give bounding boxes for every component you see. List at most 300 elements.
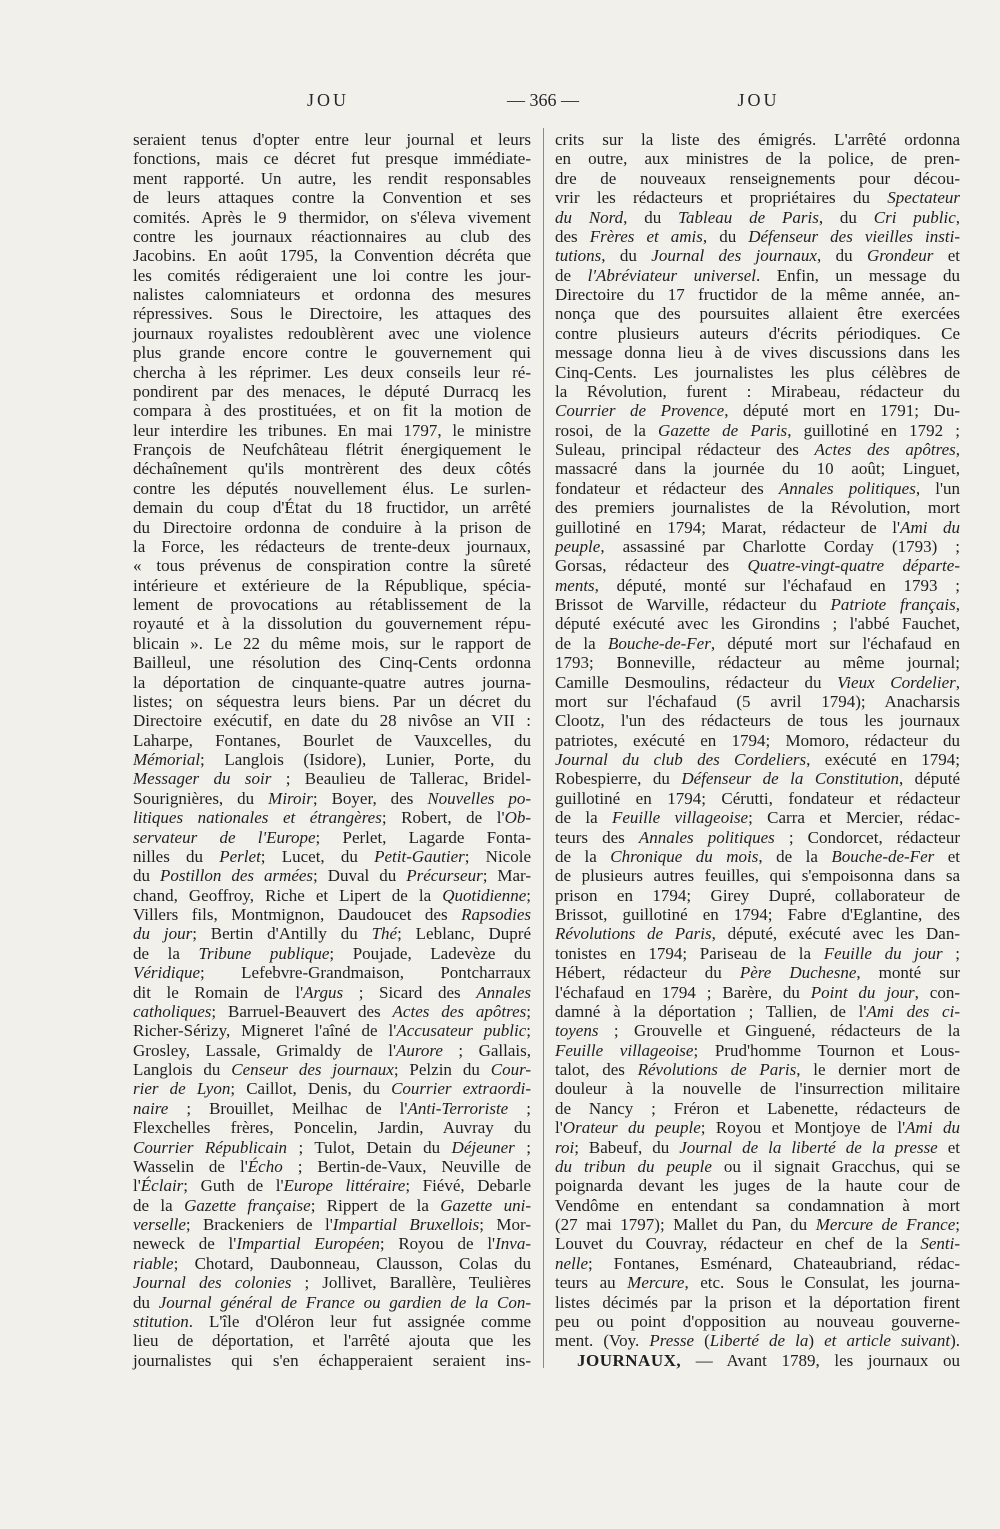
text-run: de la xyxy=(555,808,612,828)
text-run: talot, des xyxy=(555,1060,638,1079)
text-run: ; xyxy=(942,943,961,963)
text-line xyxy=(555,1351,960,1370)
text-line xyxy=(555,1196,960,1215)
text-run: ). xyxy=(950,1331,960,1351)
text-run: de la xyxy=(555,846,611,866)
text-run: et xyxy=(937,1137,960,1157)
text-line xyxy=(555,285,960,304)
text-line xyxy=(555,421,960,440)
text-run: , exécuté en 1794; xyxy=(806,750,960,769)
italic-title: Feuille villageoise xyxy=(611,808,749,828)
italic-title: Censeur des journaux xyxy=(231,1060,394,1079)
italic-title: Courrier de Provence xyxy=(555,401,725,421)
text-run: , du xyxy=(601,246,652,266)
text-line xyxy=(133,304,531,323)
italic-title: Rapsodies xyxy=(461,905,531,924)
italic-title: Bouche-de-Fer xyxy=(831,846,935,866)
text-line xyxy=(555,731,960,750)
text-line xyxy=(133,343,531,362)
italic-title: Précurseur xyxy=(406,866,483,886)
text-run: ; Bertin d'Antilly du xyxy=(192,924,372,944)
italic-title: Impartial Européen xyxy=(236,1234,380,1254)
text-run: de la xyxy=(133,1195,185,1215)
text-line xyxy=(555,382,960,401)
text-line xyxy=(133,1273,531,1292)
text-line xyxy=(555,711,960,730)
italic-title: du Nord xyxy=(555,207,624,227)
text-line xyxy=(133,498,531,517)
italic-title: Ob- xyxy=(504,808,532,828)
column-rule xyxy=(543,128,544,1368)
text-run: Camille Desmoulins, rédacteur du xyxy=(555,672,838,692)
italic-title: Mercure de France xyxy=(815,1215,956,1234)
text-line xyxy=(133,518,531,537)
italic-title: Actes des apôtres xyxy=(814,440,956,459)
text-line xyxy=(555,1215,960,1234)
text-line xyxy=(133,634,531,653)
italic-title: toyens xyxy=(555,1021,599,1041)
text-line xyxy=(133,169,531,188)
text-line xyxy=(555,808,960,827)
text-line xyxy=(133,1176,531,1195)
text-line xyxy=(133,1196,531,1215)
text-run: des premiers journalistes de la Révolution, mort xyxy=(555,498,960,518)
italic-title: tutions xyxy=(555,246,602,266)
italic-title: Petit-Gautier xyxy=(374,846,465,866)
text-run: crits sur la liste des émigrés. L'arrêté ordonna xyxy=(555,130,960,149)
italic-title: Journal général de France ou gardien de la Con- xyxy=(158,1292,531,1312)
italic-title: Quatre-vingt-quatre départe- xyxy=(747,556,960,576)
text-line xyxy=(555,1021,960,1040)
text-run: Flexchelles frères, Poncelin, Jardin, Auvray du xyxy=(133,1118,531,1138)
text-line xyxy=(133,924,531,943)
italic-title: Cour- xyxy=(490,1060,532,1079)
text-run: de la xyxy=(555,633,608,653)
text-run: . Enfin, un message du xyxy=(756,265,961,285)
text-run: , l'un xyxy=(915,478,961,498)
italic-title: naire xyxy=(133,1098,169,1118)
text-line xyxy=(555,1234,960,1253)
text-run: la Force, les rédacteurs de trente-deux journaux, xyxy=(133,536,531,556)
italic-title: Nouvelles po- xyxy=(427,788,532,808)
text-run: lement de provocations au rétablissement de la xyxy=(133,595,531,614)
text-run: ; Fiévé, Debarle xyxy=(405,1176,531,1196)
text-line xyxy=(555,595,960,614)
italic-title: Écho xyxy=(247,1156,283,1176)
text-run: ; Nicole xyxy=(464,846,531,866)
text-line xyxy=(133,1254,531,1273)
italic-title: Annales politiques xyxy=(778,478,916,498)
text-line xyxy=(555,634,960,653)
italic-title: roi xyxy=(555,1137,575,1157)
text-run: , député mort en 1791; Du- xyxy=(724,401,960,421)
text-run: , etc. Sous le Consulat, les journa- xyxy=(684,1273,960,1293)
italic-title: Gazette de Paris xyxy=(658,420,788,440)
text-run: , du xyxy=(816,246,867,266)
italic-title: peuple xyxy=(555,536,601,556)
text-line xyxy=(555,537,960,556)
text-run: et xyxy=(933,246,961,266)
text-line xyxy=(133,1293,531,1312)
text-line xyxy=(133,692,531,711)
text-line xyxy=(555,498,960,517)
italic-title: Thé xyxy=(371,924,398,944)
text-line xyxy=(133,653,531,672)
text-run: de la xyxy=(133,943,199,963)
text-run: ; Royou de l' xyxy=(379,1234,496,1254)
text-run: Clootz, l'un des rédacteurs de tous les journaux xyxy=(555,711,960,731)
text-run: mort sur l'échafaud (5 avril 1794); Anacharsis xyxy=(555,691,960,711)
text-run: , xyxy=(955,440,960,459)
text-run: ; Carra et Mercier, rédac- xyxy=(748,808,960,828)
text-run: massacré dans la journée du 10 août; Linguet, xyxy=(555,459,960,479)
text-run: message donna lieu à de vives discussions dans les xyxy=(555,343,960,363)
text-run: fonctions, mais ce décret fut presque immédiate- xyxy=(133,149,531,169)
italic-title: Annales politiques xyxy=(638,827,775,847)
text-line xyxy=(133,1138,531,1157)
text-run: ; Barruel-Beauvert des xyxy=(211,1001,393,1021)
text-run: ; xyxy=(955,1215,960,1234)
text-run: des xyxy=(555,226,590,246)
text-line xyxy=(133,905,531,924)
text-run: ment rapporté. Un autre, les rendit responsables xyxy=(133,168,531,188)
text-line xyxy=(133,556,531,575)
text-line xyxy=(555,963,960,982)
text-run: chand, Geoffroy, Riche et Lipert de la xyxy=(133,885,443,905)
italic-title: Journal des colonies xyxy=(133,1273,292,1293)
text-run: ment. (Voy. xyxy=(555,1331,650,1351)
text-run: journalistes qui s'en échapperaient seraient ins- xyxy=(133,1350,531,1370)
italic-title: Anti-Terroriste xyxy=(407,1098,509,1118)
text-line xyxy=(555,343,960,362)
text-run: ; Lucet, du xyxy=(260,846,375,866)
entry-headword: JOURNAUX, xyxy=(577,1350,682,1370)
text-line xyxy=(133,479,531,498)
text-run: l'échafaud en 1794 ; Barère, du xyxy=(555,982,811,1002)
text-run: les comités rédigeraient une loi contre les jour- xyxy=(133,265,531,285)
text-run: ; Guth de l' xyxy=(183,1176,284,1196)
text-run: ; Jollivet, Barallère, Teulières xyxy=(291,1273,531,1293)
text-run: Robespierre, du xyxy=(555,769,682,789)
text-line xyxy=(133,866,531,885)
text-line xyxy=(133,266,531,285)
text-line xyxy=(555,576,960,595)
text-run: ; xyxy=(514,1137,531,1157)
text-run: Richer-Sérizy, Migneret l'aîné de l' xyxy=(133,1021,397,1041)
italic-title: du tribun du peuple xyxy=(555,1156,712,1176)
text-run: ; Rippert de la xyxy=(310,1195,441,1215)
text-run: listes; on séquestra leurs biens. Par un décret du xyxy=(133,691,531,711)
text-line xyxy=(555,1079,960,1098)
text-run: ; xyxy=(508,1098,531,1118)
text-line xyxy=(133,1002,531,1021)
text-run: « tous prévenus de conspiration contre la sûreté xyxy=(133,556,531,576)
text-line xyxy=(555,750,960,769)
text-line xyxy=(555,924,960,943)
text-line xyxy=(555,324,960,343)
italic-title: Spectateur xyxy=(887,188,960,208)
text-line xyxy=(555,1118,960,1137)
running-head-left: JOU xyxy=(306,90,349,110)
page-number: — 366 — xyxy=(507,90,579,110)
text-line xyxy=(555,614,960,633)
text-run: Sourignières, du xyxy=(133,788,269,808)
text-run: demain du coup d'État du 18 fructidor, un arrêté xyxy=(133,498,531,518)
text-run: du xyxy=(133,866,160,886)
text-line xyxy=(133,401,531,420)
text-line xyxy=(555,673,960,692)
text-line xyxy=(555,1293,960,1312)
text-run: , du xyxy=(818,207,874,227)
text-run: . L'île d'Oléron leur fut assignée comme xyxy=(188,1311,531,1331)
italic-title: Mémorial xyxy=(133,750,201,769)
text-line xyxy=(133,1234,531,1253)
text-line xyxy=(555,1157,960,1176)
left-column xyxy=(133,130,531,1370)
text-run: , assassiné par Charlotte Corday (1793) ; xyxy=(600,536,960,556)
text-run: de Nancy ; Fréron et Labenette, rédacteurs de xyxy=(555,1098,960,1118)
text-run: rosoi, de la xyxy=(555,420,659,440)
text-line xyxy=(555,479,960,498)
text-line xyxy=(555,188,960,207)
text-run: dit le Romain de l' xyxy=(133,982,304,1002)
text-line xyxy=(133,285,531,304)
text-run: , le dernier mort de xyxy=(796,1060,960,1079)
text-run: déchaînement qu'ils montrèrent des deux côtés xyxy=(133,459,531,479)
text-line xyxy=(555,1273,960,1292)
text-line xyxy=(133,1331,531,1350)
text-line xyxy=(555,518,960,537)
text-line xyxy=(133,1215,531,1234)
text-run: ; Bertin-de-Vaux, Neuville de xyxy=(282,1156,531,1176)
text-run: ou il signait Gracchus, qui se xyxy=(711,1156,960,1176)
text-run: nilles du xyxy=(133,846,220,866)
text-run: nalistes calomniateurs et ordonna des mesures xyxy=(133,285,531,304)
text-line xyxy=(555,246,960,265)
italic-title: Tableau de Paris xyxy=(678,207,819,227)
text-run: du xyxy=(133,1292,159,1312)
italic-title: stitution xyxy=(133,1311,189,1331)
text-run: ; Boyer, des xyxy=(312,788,428,808)
text-line xyxy=(133,789,531,808)
text-run: patriotes, exécuté en 1794; Momoro, rédacteur du xyxy=(555,730,960,750)
text-run: ; Duval du xyxy=(313,866,407,886)
text-run: , député, monté sur l'échafaud en 1793 ; xyxy=(594,575,960,595)
text-line xyxy=(133,440,531,459)
text-line xyxy=(555,1138,960,1157)
text-line xyxy=(555,440,960,459)
text-run: — Avant 1789, les journaux ou xyxy=(681,1350,960,1370)
text-run: l' xyxy=(133,1176,141,1196)
italic-title: Inva- xyxy=(495,1234,531,1254)
text-line xyxy=(555,130,960,149)
text-run: guillotiné en 1794; Cérutti, fondateur et rédacteur xyxy=(555,788,960,808)
text-run: ; Caillot, Denis, du xyxy=(230,1079,392,1099)
italic-title: Frères et amis xyxy=(589,226,703,246)
running-head-right: JOU xyxy=(737,90,780,110)
text-run: Brissot, guillotiné en 1794; Fabre d'Eglantine, des xyxy=(555,905,960,924)
italic-title: Messager du soir xyxy=(133,769,272,789)
text-run: François de Neufchâteau flétrit énergiquement le xyxy=(133,440,531,459)
text-line xyxy=(133,1312,531,1331)
text-line xyxy=(133,576,531,595)
text-run: , guillotiné en 1792 ; xyxy=(787,420,960,440)
text-run: listes décimés par la prison et la déportation firent xyxy=(555,1292,960,1312)
italic-title: l'Abréviateur universel xyxy=(587,265,757,285)
text-line xyxy=(133,1021,531,1040)
text-run: la Révolution, furent : Mirabeau, rédacteur du xyxy=(555,381,960,401)
text-line xyxy=(555,1254,960,1273)
text-run: royauté et à la dissolution du gouvernement répu- xyxy=(133,614,531,634)
text-line xyxy=(133,363,531,382)
text-run: ; Brackeniers de l' xyxy=(185,1215,333,1234)
text-run: répressives. Sous le Directoire, les attaques des xyxy=(133,304,531,324)
text-line xyxy=(555,169,960,188)
text-line xyxy=(133,421,531,440)
italic-title: Révolutions de Paris xyxy=(555,924,712,944)
text-run: ; Royou et Montjoye de l' xyxy=(700,1118,906,1138)
italic-title: Liberté de la xyxy=(709,1331,809,1351)
text-run: guillotiné en 1794; Marat, rédacteur de l' xyxy=(555,517,901,537)
text-run: , con- xyxy=(914,982,960,1002)
text-run: de plusieurs autres feuilles, qui s'empoisonna dans sa xyxy=(555,866,960,886)
text-run: seraient tenus d'opter entre leur journal et leurs xyxy=(133,130,531,149)
text-line xyxy=(555,847,960,866)
text-line xyxy=(555,1312,960,1331)
italic-title: Bouche-de-Fer xyxy=(607,633,711,653)
text-run: Bailleul, une résolution des Cinq-Cents ordonna xyxy=(133,653,531,673)
text-line xyxy=(555,266,960,285)
text-run: contre les députés nouvellement élus. Le surlen- xyxy=(133,478,531,498)
italic-title: Révolutions de Paris xyxy=(637,1060,797,1079)
text-line xyxy=(133,828,531,847)
text-run: ; Grouvelle et Ginguené, rédacteurs de la xyxy=(598,1021,960,1041)
text-run: Cinq-Cents. Les journalistes les plus célèbres de xyxy=(555,362,960,382)
text-line xyxy=(133,1099,531,1118)
text-line xyxy=(555,363,960,382)
text-run: Gorsas, rédacteur des xyxy=(555,556,748,576)
italic-title: Défenseur des vieilles insti- xyxy=(748,226,960,246)
text-run: nonça que des poursuites allaient être exercées xyxy=(555,304,960,324)
text-run: , xyxy=(955,672,960,692)
text-run: ; Lefebvre-Grandmaison, Pontcharraux xyxy=(200,963,531,983)
text-run: plus grande encore contre le gouvernement qui xyxy=(133,343,531,363)
text-line xyxy=(133,1060,531,1079)
text-line xyxy=(555,692,960,711)
text-line xyxy=(133,1041,531,1060)
italic-title: nelle xyxy=(555,1253,589,1273)
italic-title: Père Duchesne xyxy=(739,963,857,983)
text-run: ; Perlet, Lagarde Fonta- xyxy=(315,827,531,847)
text-run: , xyxy=(955,207,961,227)
italic-title: Journal du club des Cordeliers xyxy=(555,750,807,769)
text-run: pondirent par des menaces, le député Durracq les xyxy=(133,381,531,401)
text-line xyxy=(555,208,960,227)
text-line xyxy=(555,866,960,885)
text-line xyxy=(555,1060,960,1079)
text-run: Villers fils, Montmignon, Daudoucet des xyxy=(133,905,462,924)
text-run: tonistes en 1794; Pariseau de la xyxy=(555,943,824,963)
text-run: Jacobins. En août 1795, la Convention décréta que xyxy=(133,246,531,266)
text-run: ; Poujade, Ladevèze du xyxy=(329,943,531,963)
text-run: ; Brouillet, Meilhac de l' xyxy=(168,1098,408,1118)
text-line xyxy=(555,944,960,963)
text-line xyxy=(133,1118,531,1137)
text-line xyxy=(555,459,960,478)
text-run: intérieure et extérieure de la République, spécia- xyxy=(133,575,531,595)
italic-title: et article suivant xyxy=(824,1331,951,1351)
text-run: la déportation de cinquante-quatre autres journa- xyxy=(133,672,531,692)
italic-title: servateur de l'Europe xyxy=(133,827,316,847)
text-run: peu ou point d'opposition au nouveau gouverne- xyxy=(555,1311,960,1331)
text-run: député exécuté avec les Girondins ; l'abbé Fauchet, xyxy=(555,614,960,634)
text-line xyxy=(133,459,531,478)
italic-title: Feuille du jour xyxy=(823,943,943,963)
italic-title: Quotidienne xyxy=(442,885,527,905)
text-line xyxy=(555,886,960,905)
text-line xyxy=(133,130,531,149)
italic-title: Tribune publique xyxy=(198,943,330,963)
text-run: 1793; Bonneville, rédacteur au même journal; xyxy=(555,653,960,673)
text-run: Vendôme en entendant sa condamnation à mort xyxy=(555,1195,960,1215)
text-run: ; xyxy=(526,1021,531,1041)
text-run: lieu de déportation, et l'arrêté ajouta que les xyxy=(133,1331,531,1351)
text-run: contre les journaux réactionnaires au club des xyxy=(133,226,531,246)
text-line xyxy=(555,769,960,788)
text-line xyxy=(133,1351,531,1370)
italic-title: Europe littéraire xyxy=(283,1176,406,1196)
text-run: douleur à la nouvelle de l'insurrection militaire xyxy=(555,1079,960,1099)
text-run: ; Leblanc, Dupré xyxy=(397,924,532,944)
text-run: teurs des xyxy=(555,827,639,847)
italic-title: catholiques xyxy=(133,1001,212,1021)
text-run: dre de nouveaux renseignements pour décou- xyxy=(555,168,960,188)
italic-title: verselle xyxy=(133,1215,186,1234)
text-run: , du xyxy=(702,226,749,246)
text-line xyxy=(555,1041,960,1060)
italic-title: Impartial Bruxellois xyxy=(332,1215,480,1234)
italic-title: du jour xyxy=(133,924,193,944)
text-run: journaux royalistes redoublèrent avec une violence xyxy=(133,323,531,343)
text-run: Suleau, principal rédacteur des xyxy=(555,440,815,459)
italic-title: Mercure xyxy=(627,1273,685,1293)
text-run: , de la xyxy=(758,846,832,866)
italic-title: Point du jour xyxy=(810,982,915,1002)
text-run: comités. Après le 9 thermidor, on s'éleva vivement xyxy=(133,207,531,227)
text-run: Brissot de Warville, rédacteur du xyxy=(555,595,831,614)
text-line xyxy=(555,1099,960,1118)
italic-title: Argus xyxy=(303,982,344,1002)
text-line xyxy=(133,208,531,227)
text-line xyxy=(133,731,531,750)
text-line xyxy=(133,750,531,769)
italic-title: Vieux Cordelier xyxy=(837,672,956,692)
text-run: ; Gallais, xyxy=(442,1040,531,1060)
italic-title: Cri public xyxy=(873,207,956,227)
text-run: ; Robert, de l' xyxy=(381,808,505,828)
italic-title: Éclair xyxy=(140,1176,184,1196)
text-line xyxy=(133,227,531,246)
text-run: Langlois du xyxy=(133,1060,232,1079)
text-run: ; Mor- xyxy=(479,1215,531,1234)
text-line xyxy=(555,789,960,808)
text-line xyxy=(555,1176,960,1195)
text-run: Laharpe, Fontanes, Bourlet de Vauxcelles, du xyxy=(133,730,531,750)
italic-title: Défenseur de la Constitution xyxy=(681,769,899,789)
text-run: ; Prud'homme Tournon et Lous- xyxy=(693,1040,961,1060)
text-line xyxy=(555,1331,960,1350)
text-run: teurs au xyxy=(555,1273,628,1293)
